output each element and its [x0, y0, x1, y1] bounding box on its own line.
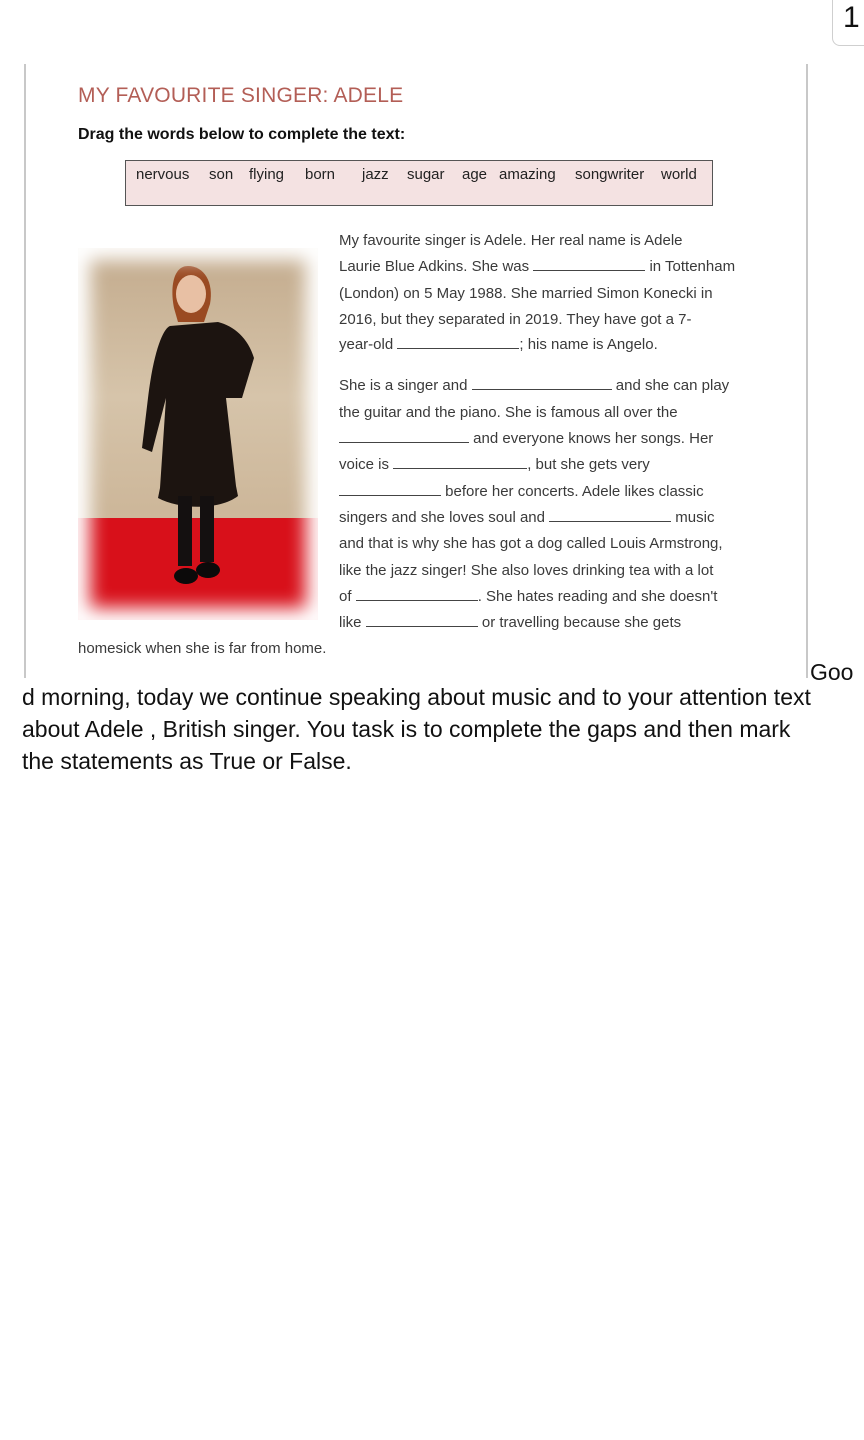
word-chip[interactable]: amazing: [499, 166, 556, 183]
story-line: My favourite singer is Adele. Her real name is Adele: [339, 232, 683, 249]
singer-photo: [78, 248, 318, 620]
gap-blank[interactable]: [397, 336, 519, 349]
story-line: voice is , but she gets very: [339, 456, 650, 473]
gap-blank[interactable]: [339, 430, 469, 443]
story-line: 2016, but they separated in 2019. They have got a 7-: [339, 311, 692, 328]
story-line: before her concerts. Adele likes classic: [339, 483, 704, 500]
story-tail: homesick when she is far from home.: [78, 640, 327, 657]
word-chip[interactable]: world: [661, 166, 697, 183]
story-line: She is a singer and and she can play: [339, 377, 730, 394]
page-number-badge: [832, 0, 864, 46]
gap-blank[interactable]: [393, 456, 527, 469]
story-line: year-old ; his name is Angelo.: [339, 336, 658, 353]
message-line: about Adele , British singer. You task is to complete the gaps and then mark: [22, 716, 791, 742]
message-line: d morning, today we continue speaking about music and to your attention text: [22, 684, 811, 710]
word-chip[interactable]: son: [209, 166, 234, 183]
word-chip[interactable]: flying: [249, 166, 285, 183]
word-chip[interactable]: sugar: [407, 166, 445, 183]
worksheet-instruction: Drag the words below to complete the text:: [78, 126, 406, 143]
story-line: and that is why she has got a dog called Louis Armstrong,: [339, 535, 723, 552]
word-chip[interactable]: age: [462, 166, 488, 183]
gap-blank[interactable]: [356, 588, 478, 601]
gap-blank[interactable]: [472, 377, 612, 390]
message-fragment: Goo: [810, 659, 854, 685]
word-chip[interactable]: jazz: [362, 166, 389, 183]
story-line: Laurie Blue Adkins. She was in Tottenham: [339, 258, 736, 275]
gap-blank[interactable]: [366, 614, 478, 627]
story-line: of . She hates reading and she doesn't: [339, 588, 718, 605]
story-line: singers and she loves soul and music: [339, 509, 715, 526]
word-bank: [125, 160, 713, 206]
worksheet-title: MY FAVOURITE SINGER: ADELE: [78, 84, 404, 107]
message-line: the statements as True or False.: [22, 748, 352, 774]
story-line: and everyone knows her songs. Her: [339, 430, 713, 447]
gap-blank[interactable]: [549, 509, 671, 522]
page-number: 1: [843, 1, 860, 34]
worksheet-image: [24, 64, 808, 678]
word-chip[interactable]: nervous: [136, 166, 190, 183]
story-line: like the jazz singer! She also loves drinking tea with a lot: [339, 562, 714, 579]
story-line: the guitar and the piano. She is famous all over the: [339, 404, 678, 421]
story-line: like or travelling because she gets: [339, 614, 682, 631]
word-chip[interactable]: songwriter: [575, 166, 645, 183]
gap-blank[interactable]: [533, 258, 645, 271]
word-chip[interactable]: born: [305, 166, 336, 183]
gap-blank[interactable]: [339, 483, 441, 496]
story-line: (London) on 5 May 1988. She married Simon Konecki in: [339, 285, 713, 302]
